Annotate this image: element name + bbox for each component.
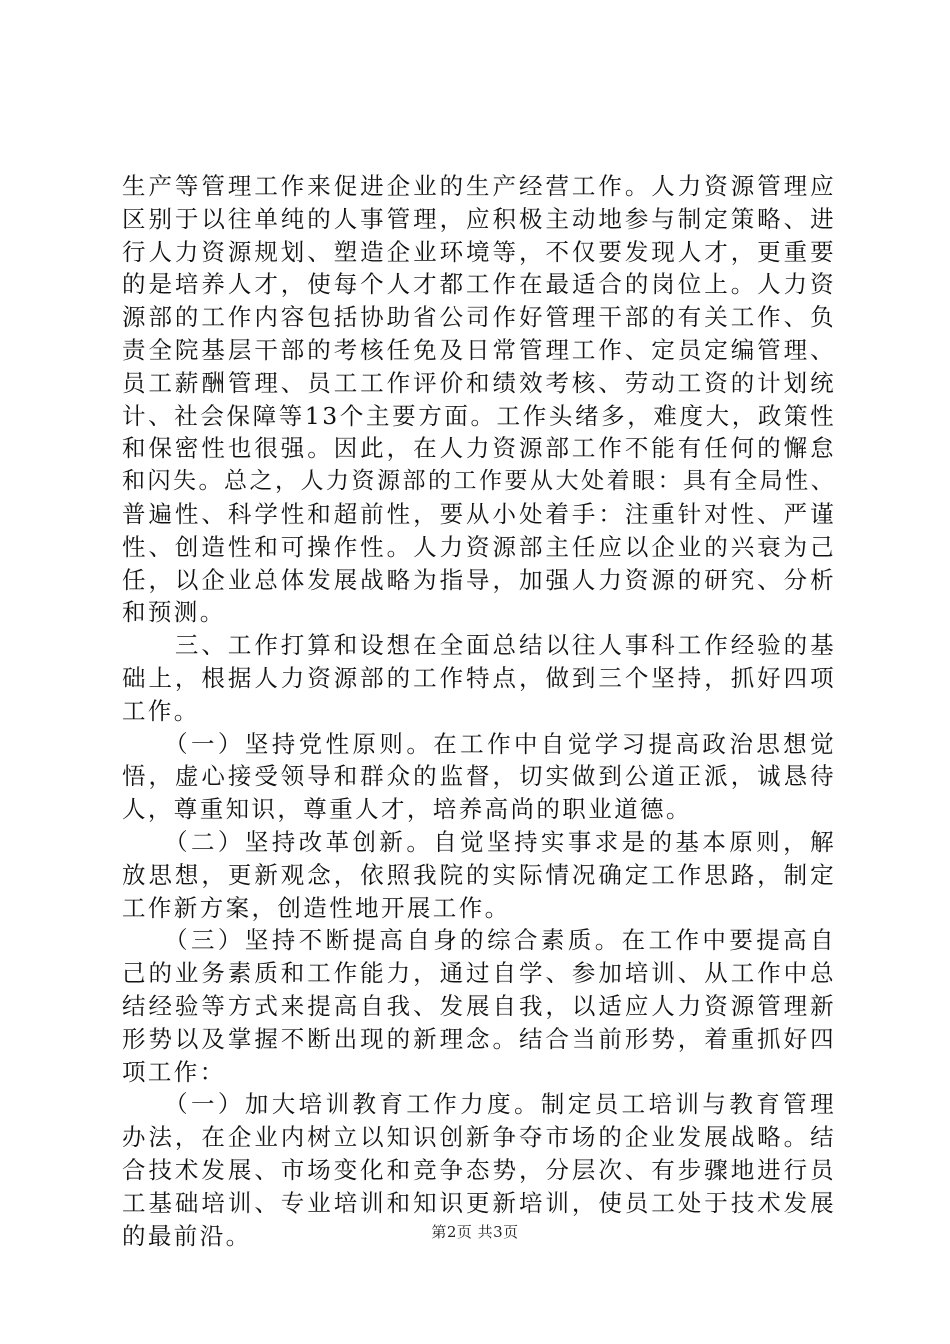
- text-line: 结经验等方式来提高自我、发展自我，以适应人力资源管理新: [122, 991, 836, 1020]
- text-line: 的是培养人才，使每个人才都工作在最适合的岗位上。人力资: [122, 270, 836, 299]
- text-line: 普遍性、科学性和超前性，要从小处着手：注重针对性、严谨: [122, 499, 836, 528]
- text-line: 的最前沿。: [122, 1221, 252, 1250]
- text-line: 和预测。: [122, 598, 226, 627]
- text-line: 和闪失。总之，人力资源部的工作要从大处着眼：具有全局性、: [122, 468, 836, 495]
- text-line: 人，尊重知识，尊重人才，培养高尚的职业道德。: [122, 795, 692, 824]
- text-line: 性、创造性和可操作性。人力资源部主任应以企业的兴衰为己: [122, 532, 836, 561]
- text-line: （一）坚持党性原则。在工作中自觉学习提高政治思想觉: [122, 729, 836, 758]
- text-line: 责全院基层干部的考核任免及日常管理工作、定员定编管理、: [122, 335, 836, 364]
- text-line: 办法，在企业内树立以知识创新争夺市场的企业发展战略。结: [122, 1123, 836, 1152]
- text-line: 行人力资源规划、塑造企业环境等，不仅要发现人才，更重要: [122, 237, 836, 266]
- text-line: 计、社会保障等13个主要方面。工作头绪多，难度大，政策性: [122, 401, 836, 430]
- page-footer: 第2页 共3页: [431, 1223, 519, 1241]
- text-line: 工基础培训、专业培训和知识更新培训，使员工处于技术发展: [122, 1188, 836, 1217]
- text-line: 合技术发展、市场变化和竞争态势，分层次、有步骤地进行员: [122, 1155, 836, 1184]
- text-line: 础上，根据人力资源部的工作特点，做到三个坚持，抓好四项: [122, 663, 836, 692]
- text-line: 和保密性也很强。因此，在人力资源部工作不能有任何的懈怠: [122, 434, 836, 463]
- text-line: 三、工作打算和设想在全面总结以往人事科工作经验的基: [122, 631, 836, 660]
- text-line: 工作。: [122, 696, 200, 725]
- document-body: [122, 170, 836, 1252]
- text-line: （二）坚持改革创新。自觉坚持实事求是的基本原则，解: [122, 827, 836, 856]
- text-line: 生产等管理工作来促进企业的生产经营工作。人力资源管理应: [122, 172, 836, 200]
- text-line: 形势以及掌握不断出现的新理念。结合当前形势，着重抓好四: [122, 1024, 836, 1053]
- text-line: 悟，虚心接受领导和群众的监督，切实做到公道正派，诚恳待: [122, 762, 836, 791]
- text-line: （三）坚持不断提高自身的综合素质。在工作中要提高自: [122, 926, 836, 955]
- text-line: 区别于以往单纯的人事管理，应积极主动地参与制定策略、进: [122, 204, 836, 233]
- text-line: 工作新方案，创造性地开展工作。: [122, 893, 511, 922]
- text-line: 己的业务素质和工作能力，通过自学、参加培训、从工作中总: [122, 959, 836, 988]
- text-line: （一）加大培训教育工作力度。制定员工培训与教育管理: [122, 1090, 836, 1119]
- text-line: 源部的工作内容包括协助省公司作好管理干部的有关工作、负: [122, 303, 836, 332]
- text-line: 员工薪酬管理、员工工作评价和绩效考核、劳动工资的计划统: [122, 368, 836, 397]
- text-line: 放思想，更新观念，依照我院的实际情况确定工作思路，制定: [122, 860, 836, 889]
- text-line: 任，以企业总体发展战略为指导，加强人力资源的研究、分析: [122, 565, 836, 594]
- text-line: 项工作：: [122, 1057, 226, 1086]
